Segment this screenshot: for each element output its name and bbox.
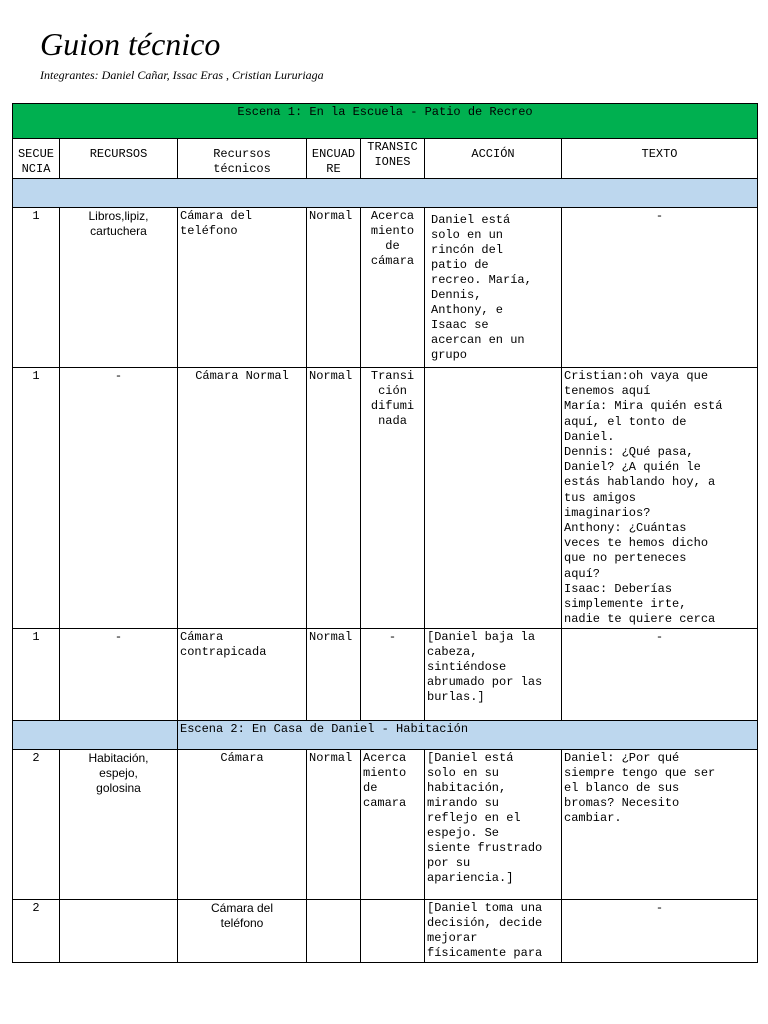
cell-secuencia: 2 [13,900,60,963]
cell-texto: Daniel: ¿Por qué siempre tengo que ser el blanco de sus bromas? Necesito cambiar. [562,750,758,900]
cell-recursos [60,900,178,963]
scene-2-heading-spacer [13,721,178,750]
technical-script-table [12,103,758,963]
cell-recursos: Libros,lipiz, cartuchera [60,208,178,368]
header-row [13,139,758,179]
header-recursos: RECURSOS [60,139,178,179]
cell-encuadre [307,900,361,963]
cell-recursos: - [60,368,178,629]
team-members: Integrantes: Daniel Cañar, Issac Eras , Cristian Lururiaga [40,68,324,82]
cell-texto: - [562,629,758,721]
blue-band [13,179,758,208]
header-texto: TEXTO [562,139,758,179]
cell-recursos-tecnicos: Cámara [178,750,307,900]
cell-accion: [Daniel baja la cabeza, sintiéndose abrumado por las burlas.] [425,629,562,721]
table-row [13,208,758,368]
scene-1-heading-row [13,104,758,139]
cell-accion: [Daniel toma una decisión, decide mejorar físicamente para [425,900,562,963]
cell-recursos-tecnicos: Cámara del teléfono [178,900,307,963]
cell-accion [425,368,562,629]
header-transiciones: TRANSIC IONES [361,139,425,179]
document-title: Guion técnico [40,26,221,62]
cell-accion: [Daniel está solo en su habitación, mirando su reflejo en el espejo. Se siente frustrado por su apariencia.] [425,750,562,900]
scene-2-heading-row [13,721,758,750]
scene-1-heading: Escena 1: En la Escuela - Patio de Recreo [13,104,758,139]
header-accion: ACCIÓN [425,139,562,179]
cell-recursos: - [60,629,178,721]
table-row [13,750,758,900]
cell-transiciones [361,900,425,963]
cell-encuadre: Normal [307,750,361,900]
cell-secuencia: 1 [13,629,60,721]
cell-texto: - [562,208,758,368]
cell-recursos-tecnicos: Cámara Normal [178,368,307,629]
cell-transiciones: Acerca miento de camara [361,750,425,900]
cell-texto: Cristian:oh vaya que tenemos aquí María: Mira quién está aquí, el tonto de Daniel. Dennis: ¿Qué pasa, Daniel? ¿A quién le estás hablando hoy, a tus amigos imaginarios? Anthony: ¿Cuántas veces te hemos dicho que no perteneces aquí? Isaac: Deberías simplemente irte, nadie te quiere cerca [562,368,758,629]
cell-accion: Daniel está solo en un rincón del patio de recreo. María, Dennis, Anthony, e Isaac se acercan en un grupo [425,208,562,368]
table-row [13,629,758,721]
cell-secuencia: 1 [13,208,60,368]
cell-secuencia: 1 [13,368,60,629]
cell-transiciones: Transi ción difumi nada [361,368,425,629]
table-row [13,900,758,963]
table-row [13,368,758,629]
cell-encuadre: Normal [307,208,361,368]
blue-band-row [13,179,758,208]
header-secuencia: SECUE NCIA [13,139,60,179]
scene-2-heading: Escena 2: En Casa de Daniel - Habitación [178,721,758,750]
cell-encuadre: Normal [307,368,361,629]
cell-encuadre: Normal [307,629,361,721]
cell-texto: - [562,900,758,963]
cell-recursos-tecnicos: Cámara contrapicada [178,629,307,721]
cell-recursos: Habitación, espejo, golosina [60,750,178,900]
cell-recursos-tecnicos: Cámara del teléfono [178,208,307,368]
cell-transiciones: - [361,629,425,721]
cell-secuencia: 2 [13,750,60,900]
header-encuadre: ENCUAD RE [307,139,361,179]
header-recursos-tecnicos: Recursos técnicos [178,139,307,179]
cell-transiciones: Acerca miento de cámara [361,208,425,368]
